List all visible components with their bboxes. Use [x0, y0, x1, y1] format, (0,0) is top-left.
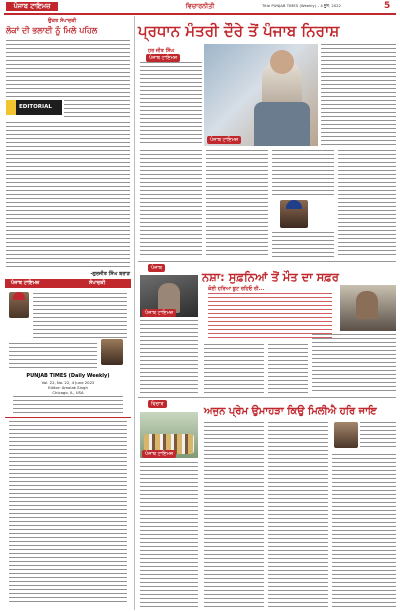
lead-col-2 — [206, 150, 268, 258]
staff-box-header — [5, 279, 131, 288]
drug-photo — [140, 275, 198, 317]
lead-col-1 — [140, 150, 202, 258]
lead-photo-caption: ਪੰਜਾਬ ਟਾਇਮਜ਼ — [207, 136, 241, 144]
editorial-signature: -ਗੁਰਜੀਤ ਸਿੰਘ ਬਰਾੜ — [90, 271, 130, 277]
drug-pullquote-box — [204, 286, 336, 340]
lead-byline-box — [140, 48, 202, 61]
drug-side-photo-figure — [356, 291, 378, 319]
bottom-col-4 — [332, 454, 396, 608]
lead-byline: ਹਰ ਜੀਤ ਸਿੰਘ — [148, 48, 175, 54]
drug-label: ਪੰਜਾਬ — [148, 264, 165, 272]
bottom-label: ਵਿਚਾਰ — [148, 400, 167, 408]
column-divider — [134, 16, 135, 610]
editorial-headline: ਲੋਕਾਂ ਦੀ ਭਲਾਈ ਨੂੰ ਮਿਲੇ ਪਹਿਲ — [6, 26, 98, 35]
lead-photo-head — [270, 50, 294, 74]
bottom-author-photo — [334, 422, 358, 448]
staff-paper-name: PUNJAB TIMES (Daily Weekly) — [26, 373, 110, 379]
masthead — [0, 0, 400, 13]
staff-credits-2 — [9, 343, 97, 369]
lead-intro-text — [140, 62, 202, 144]
bottom-tag: ਪੰਜਾਬ ਟਾਇਮਜ਼ — [142, 450, 176, 458]
drug-headline: ਨਸ਼ਾ: ਸੁਫ਼ਨਿਆਂ ਤੋਂ ਮੌਤ ਦਾ ਸਫ਼ਰ — [202, 270, 339, 284]
staff-box-rule — [5, 417, 131, 418]
editorial-text-block-2 — [6, 122, 130, 270]
lead-photo-jacket — [254, 102, 310, 146]
brand-logo: ਪੰਜਾਬ ਟਾਇਮਜ਼ — [6, 2, 58, 11]
drug-col-2 — [204, 344, 264, 394]
staff-extra-text — [9, 421, 127, 603]
staff-credits — [33, 293, 127, 341]
editorial-badge-label: EDITORIAL — [19, 104, 52, 110]
lead-side-text — [321, 44, 396, 146]
editorial-badge-mark — [6, 100, 16, 115]
lead-col-4 — [338, 150, 396, 258]
staff-box-subtitle: ਸੰਪਾਦਕੀ — [89, 280, 106, 286]
staff-photo-2 — [101, 339, 123, 365]
bottom-col-2 — [204, 422, 264, 608]
bottom-story-label — [140, 400, 200, 409]
lead-col-3b — [272, 232, 334, 258]
bottom-col-4a — [360, 422, 396, 450]
staff-address-block — [13, 396, 123, 414]
lead-bottom-rule — [138, 261, 396, 262]
section-title: ਵਿਚਾਰਨੀਤੀ — [185, 2, 215, 10]
author-photo-turban — [286, 200, 302, 209]
staff-line-1: Editor: Amolak Singh — [48, 385, 88, 390]
drug-col-4 — [312, 334, 396, 394]
issue-info: Title PUNJAB TIMES (Weekly) – 4 ਜੂਨ, 2022 — [262, 3, 341, 8]
drug-pullquote: ਕੋਈ ਹਰਿਆ ਬੂਟ ਰਹਿਓ ਰੀ... — [208, 286, 265, 292]
bottom-col-3 — [268, 422, 328, 608]
editorial-text-block — [6, 40, 130, 100]
drug-story-label — [140, 264, 200, 273]
editorial-badge — [6, 100, 62, 115]
staff-photo-1-turban — [13, 292, 25, 300]
editorial-section-label: ਉਕਤ ਸੰਪਾਦਕੀ — [48, 18, 77, 24]
drug-col-3 — [268, 344, 308, 394]
staff-box — [5, 279, 131, 609]
drug-bottom-rule — [138, 397, 396, 398]
drug-col-1 — [140, 320, 198, 394]
drug-tag: ਪੰਜਾਬ ਟਾਇਮਜ਼ — [142, 309, 176, 317]
lead-tag: ਪੰਜਾਬ ਟਾਇਮਜ਼ — [146, 54, 180, 62]
drug-side-photo — [340, 285, 396, 331]
staff-line-0: Vol. 22, No. 22, 4 June 2022 — [41, 380, 95, 385]
editorial-text-wrap — [64, 100, 130, 120]
staff-line-2: Chicago, IL, USA — [52, 390, 84, 395]
lead-headline: ਪ੍ਰਧਾਨ ਮੰਤਰੀ ਦੌਰੇ ਤੋਂ ਪੰਜਾਬ ਨਿਰਾਸ਼ — [138, 22, 340, 40]
bottom-headline: ਅਜੁਨ ਪ੍ਰੇਮ ਉਮਾਹੜਾ ਕਿਉ ਮਿਲੀਐ ਹਰਿ ਜਾਇ — [204, 406, 377, 417]
masthead-rule — [4, 13, 396, 15]
lead-photo — [204, 44, 318, 146]
page-number: 5 — [384, 1, 391, 11]
bottom-col-1 — [140, 462, 198, 608]
staff-box-title: ਪੰਜਾਬ ਟਾਇਮਜ਼ — [11, 280, 40, 286]
drug-pullquote-text — [208, 293, 332, 339]
lead-col-3 — [272, 150, 334, 196]
crowd-photo — [140, 412, 198, 458]
